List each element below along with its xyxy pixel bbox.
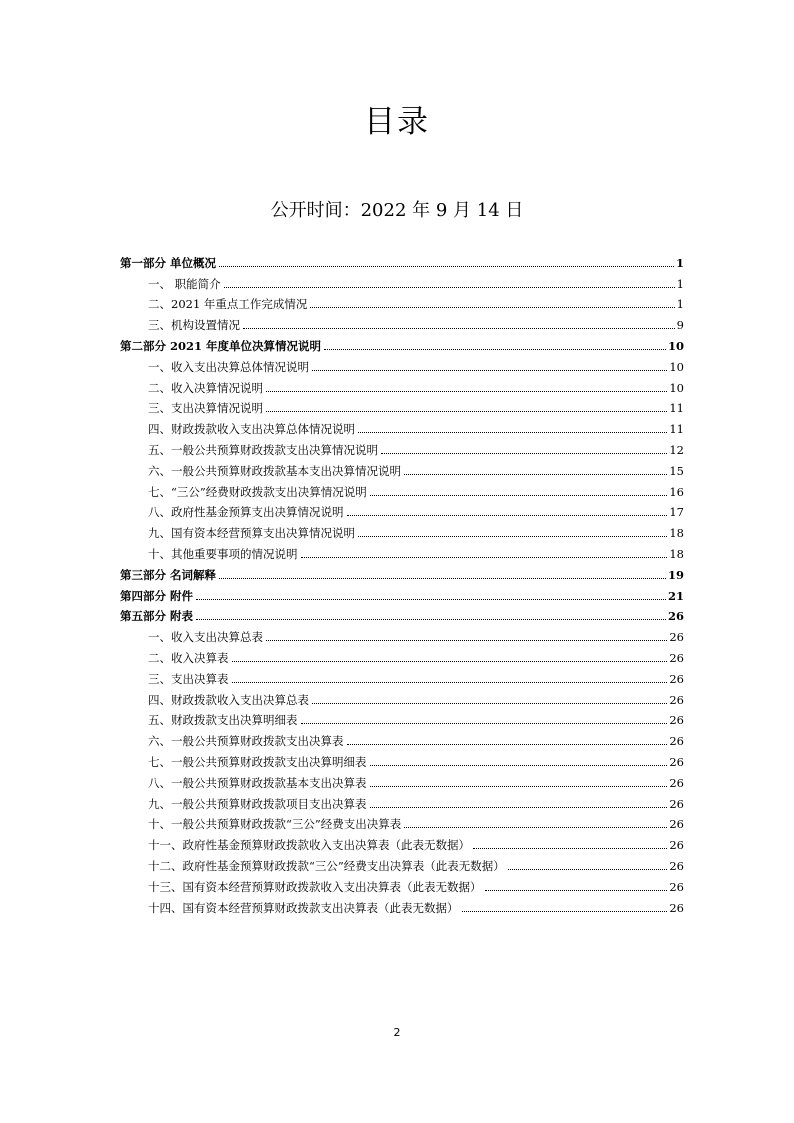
table-of-contents <box>120 249 684 915</box>
toc-entry[interactable] <box>120 311 684 332</box>
toc-entry-page: 10 <box>667 338 684 353</box>
dot-leader <box>404 474 667 475</box>
page-number: 2 <box>393 1026 401 1039</box>
toc-entry[interactable] <box>120 270 684 291</box>
dot-leader <box>508 869 668 870</box>
dot-leader <box>232 682 668 683</box>
dot-leader <box>266 391 667 392</box>
toc-entry-label: 五、财政拨款支出决算明细表 <box>148 713 298 728</box>
toc-entry-label: 九、一般公共预算财政拨款项目支出决算表 <box>148 796 367 811</box>
toc-entry[interactable] <box>120 415 684 436</box>
toc-entry[interactable] <box>120 457 684 478</box>
toc-entry-page: 1 <box>676 276 684 291</box>
dot-leader <box>358 536 667 537</box>
toc-entry-label: 第三部分 名词解释 <box>120 567 217 582</box>
toc-entry-page: 10 <box>669 359 684 374</box>
toc-entry-page: 26 <box>669 817 684 832</box>
toc-entry[interactable] <box>120 831 684 852</box>
dot-leader <box>404 827 667 828</box>
toc-entry-page: 26 <box>669 775 684 790</box>
dot-leader <box>370 495 668 496</box>
toc-entry-label: 第五部分 附表 <box>120 609 194 624</box>
toc-entry-page: 26 <box>669 630 684 645</box>
dot-leader <box>312 370 667 371</box>
toc-entry-label: 一、 职能简介 <box>148 276 221 291</box>
toc-entry-page: 1 <box>675 255 684 270</box>
toc-entry-page: 26 <box>669 900 684 915</box>
toc-entry-label: 一、收入支出决算总体情况说明 <box>148 359 309 374</box>
dot-leader <box>266 640 667 641</box>
toc-entry-label: 六、一般公共预算财政拨款基本支出决算情况说明 <box>148 463 401 478</box>
toc-entry-page: 26 <box>667 609 684 624</box>
toc-entry-page: 26 <box>669 650 684 665</box>
toc-entry[interactable] <box>120 665 684 686</box>
dot-leader <box>485 890 668 891</box>
toc-entry-label: 十二、政府性基金预算财政拨款“三公”经费支出决算表（此表无数据） <box>148 858 505 873</box>
toc-entry[interactable] <box>120 727 684 748</box>
dot-leader <box>462 911 668 912</box>
toc-entry-label: 十三、国有资本经营预算财政拨款收入支出决算表（此表无数据） <box>148 879 482 894</box>
toc-entry[interactable] <box>120 790 684 811</box>
toc-entry[interactable] <box>120 748 684 769</box>
toc-entry[interactable] <box>120 436 684 457</box>
toc-entry[interactable] <box>120 894 684 915</box>
dot-leader <box>232 661 668 662</box>
toc-entry-label: 五、一般公共预算财政拨款支出决算情况说明 <box>148 442 378 457</box>
toc-entry[interactable] <box>120 353 684 374</box>
toc-entry-label: 十四、国有资本经营预算财政拨款支出决算表（此表无数据） <box>148 900 459 915</box>
toc-entry[interactable] <box>120 499 684 520</box>
toc-entry-label: 三、支出决算情况说明 <box>148 401 263 416</box>
toc-entry-label: 十、一般公共预算财政拨款“三公”经费支出决算表 <box>148 817 402 832</box>
toc-entry-label: 四、财政拨款收入支出决算总体情况说明 <box>148 422 355 437</box>
toc-entry-label: 八、一般公共预算财政拨款基本支出决算表 <box>148 775 367 790</box>
toc-entry[interactable] <box>120 291 684 312</box>
toc-entry-page: 26 <box>669 754 684 769</box>
dot-leader <box>312 703 667 704</box>
toc-entry[interactable] <box>120 811 684 832</box>
toc-part-entry[interactable] <box>120 582 684 603</box>
dot-leader <box>310 307 674 308</box>
toc-entry-page: 16 <box>669 484 684 499</box>
dot-leader <box>266 411 667 412</box>
toc-entry-label: 四、财政拨款收入支出决算总表 <box>148 692 309 707</box>
dot-leader <box>370 786 668 787</box>
toc-entry-label: 六、一般公共预算财政拨款支出决算表 <box>148 734 344 749</box>
toc-entry-page: 26 <box>669 796 684 811</box>
toc-entry-label: 第一部分 单位概况 <box>120 255 217 270</box>
toc-entry-page: 9 <box>676 318 684 333</box>
toc-entry[interactable] <box>120 769 684 790</box>
toc-part-entry[interactable] <box>120 332 684 353</box>
dot-leader <box>196 619 666 620</box>
toc-entry-label: 三、支出决算表 <box>148 671 229 686</box>
dot-leader <box>219 578 666 579</box>
toc-entry[interactable] <box>120 644 684 665</box>
toc-entry-label: 九、国有资本经营预算支出决算情况说明 <box>148 526 355 541</box>
toc-entry[interactable] <box>120 519 684 540</box>
dot-leader <box>347 515 668 516</box>
dot-leader <box>381 453 667 454</box>
dot-leader <box>347 744 668 745</box>
dot-leader <box>473 848 667 849</box>
dot-leader <box>358 432 667 433</box>
toc-entry-label: 八、政府性基金预算支出决算情况说明 <box>148 505 344 520</box>
toc-entry-page: 26 <box>669 692 684 707</box>
toc-entry[interactable] <box>120 707 684 728</box>
toc-entry[interactable] <box>120 623 684 644</box>
toc-entry-label: 七、“三公”经费财政拨款支出决算情况说明 <box>148 484 367 499</box>
toc-entry-label: 第四部分 附件 <box>120 588 194 603</box>
toc-entry-page: 10 <box>669 380 684 395</box>
dot-leader <box>324 349 666 350</box>
toc-entry-label: 七、一般公共预算财政拨款支出决算明细表 <box>148 754 367 769</box>
dot-leader <box>243 328 675 329</box>
toc-entry[interactable] <box>120 686 684 707</box>
toc-entry-page: 26 <box>669 858 684 873</box>
dot-leader <box>370 807 668 808</box>
toc-entry-label: 第二部分 2021 年度单位决算情况说明 <box>120 338 322 353</box>
toc-entry[interactable] <box>120 540 684 561</box>
toc-entry-page: 18 <box>669 546 684 561</box>
toc-entry[interactable] <box>120 374 684 395</box>
dot-leader <box>301 723 668 724</box>
toc-entry[interactable] <box>120 395 684 416</box>
toc-part-entry[interactable] <box>120 561 684 582</box>
toc-entry-page: 26 <box>669 671 684 686</box>
toc-part-entry[interactable] <box>120 249 684 270</box>
toc-entry-page: 21 <box>667 588 684 603</box>
toc-entry-label: 二、收入决算情况说明 <box>148 380 263 395</box>
toc-entry-page: 26 <box>669 879 684 894</box>
dot-leader <box>224 287 675 288</box>
toc-entry-page: 26 <box>669 734 684 749</box>
dot-leader <box>301 557 668 558</box>
toc-entry-label: 二、2021 年重点工作完成情况 <box>148 297 308 312</box>
toc-entry-page: 11 <box>669 422 684 437</box>
dot-leader <box>196 599 666 600</box>
toc-entry-label: 十、其他重要事项的情况说明 <box>148 546 298 561</box>
toc-entry-label: 一、收入支出决算总表 <box>148 630 263 645</box>
toc-entry-label: 三、机构设置情况 <box>148 318 240 333</box>
toc-entry-page: 19 <box>667 567 684 582</box>
toc-entry-page: 1 <box>676 297 684 312</box>
page-title: 目录 <box>364 104 430 140</box>
toc-entry-page: 18 <box>669 526 684 541</box>
publish-time: 公开时间：2022 年 9 月 14 日 <box>270 200 524 221</box>
toc-entry-label: 二、收入决算表 <box>148 650 229 665</box>
toc-entry-page: 15 <box>669 463 684 478</box>
toc-part-entry[interactable] <box>120 603 684 624</box>
toc-entry-page: 17 <box>669 505 684 520</box>
toc-entry-page: 12 <box>669 442 684 457</box>
toc-entry-page: 26 <box>669 713 684 728</box>
toc-entry-page: 11 <box>669 401 684 416</box>
dot-leader <box>219 266 674 267</box>
toc-entry[interactable] <box>120 852 684 873</box>
toc-entry-label: 十一、政府性基金预算财政拨款收入支出决算表（此表无数据） <box>148 838 470 853</box>
dot-leader <box>370 765 668 766</box>
toc-entry-page: 26 <box>669 838 684 853</box>
toc-entry[interactable] <box>120 873 684 894</box>
toc-entry[interactable] <box>120 478 684 499</box>
